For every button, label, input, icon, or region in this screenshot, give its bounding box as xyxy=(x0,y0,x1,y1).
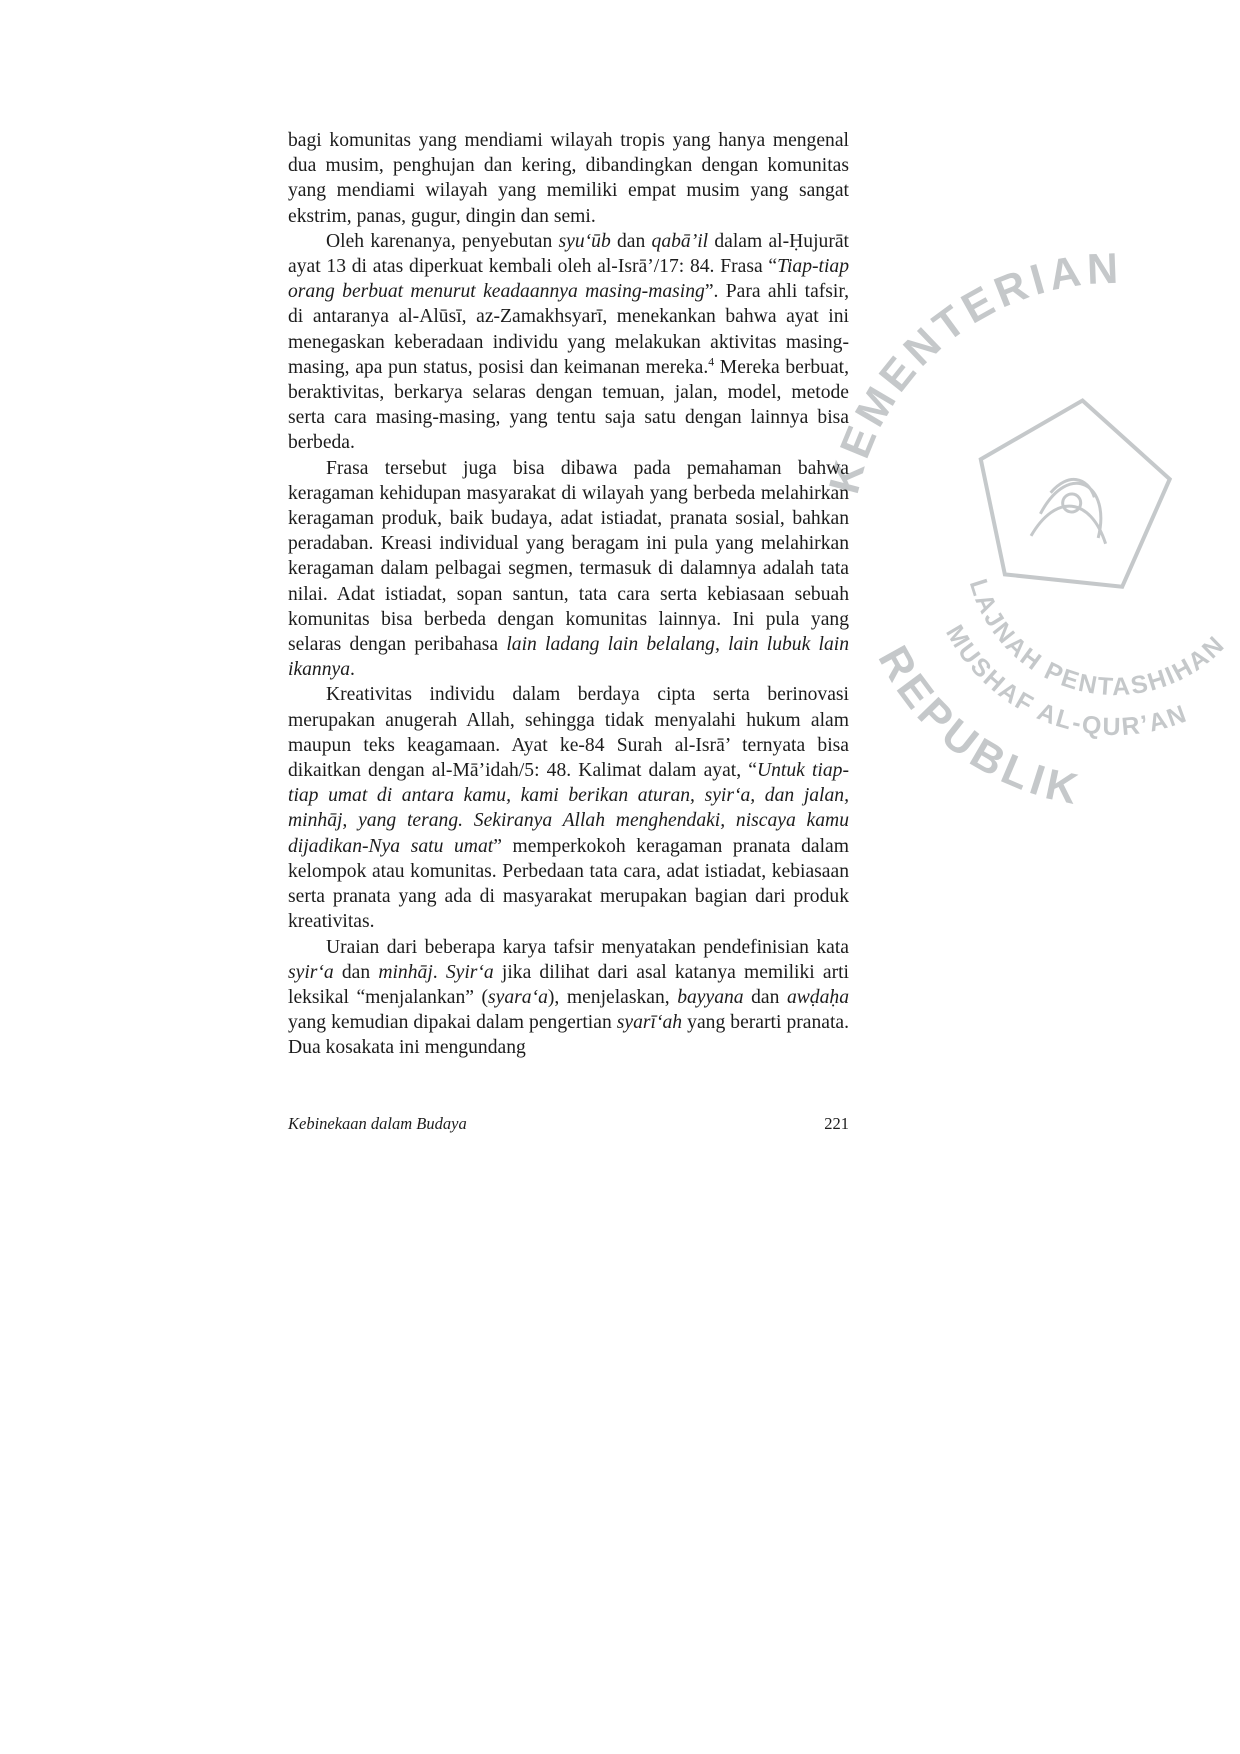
footnote-ref: 4 xyxy=(708,355,715,369)
italic-text-run: Syir‘a xyxy=(445,961,494,983)
page-number: 221 xyxy=(824,1114,849,1133)
paragraph xyxy=(288,128,849,229)
italic-text-run: lain ladang lain belalang, lain lubuk lain ikannya xyxy=(288,634,849,681)
watermark-seal xyxy=(810,245,1240,855)
italic-text-run: awḍaḥa xyxy=(786,986,849,1008)
italic-text-run: minhāj xyxy=(378,961,433,983)
text-run: yang berarti pranata. Dua kosakata ini mengundang xyxy=(288,1012,849,1059)
pentagon-outline xyxy=(969,391,1177,591)
text-run: Oleh karenanya, penyebutan xyxy=(326,230,559,252)
emblem-ornament-icon xyxy=(1031,475,1112,543)
watermark-text-group xyxy=(820,245,1230,815)
paragraph xyxy=(288,682,849,934)
text-run: ” memperkokoh keragaman pranata dalam kelompok atau komunitas. Perbedaan tata cara, adat istiadat, kebiasaan serta pranata yang ada di masyarakat merupakan bagian dari produk kreativitas. xyxy=(288,835,849,933)
watermark-emblem xyxy=(969,391,1177,591)
text-run: jika dilihat dari asal katanya memiliki arti leksikal “menjalankan” ( xyxy=(288,961,849,1008)
text-run: . xyxy=(432,961,446,983)
text-run: ”. Para ahli tafsir, di antaranya al-Alūsī, az-Zamakhsyarī, menekankan bahwa ayat ini menegaskan keberadaan individu yang melakukan aktivitas masing-masing, apa pun status, posisi dan keimanan mereka. xyxy=(288,281,849,378)
italic-text-run: syu‘ūb xyxy=(558,230,611,252)
running-title: Kebinekaan dalam Budaya xyxy=(288,1114,467,1133)
watermark-ring-bottom-text: REPUBLIK xyxy=(868,638,1087,815)
svg-text:KEMENTERIAN xyxy=(820,245,1124,498)
paragraph xyxy=(288,456,849,683)
text-run: dalam al-Ḥujurāt ayat 13 di atas diperkuat kembali oleh al-Isrā’/17: 84. Frasa “ xyxy=(288,230,849,278)
italic-text-run: syarī‘ah xyxy=(616,1012,683,1034)
text-run: . xyxy=(350,659,355,681)
text-run: ), menjelaskan, xyxy=(547,986,678,1008)
italic-text-run: syara‘a xyxy=(488,986,548,1008)
watermark-inner-top-text: LAJNAH PENTASHIHAN xyxy=(963,575,1231,702)
text-run: bagi komunitas yang mendiami wilayah tropis yang hanya mengenal dua musim, penghujan dan kering, dibandingkan dengan komunitas yang mendiami wilayah yang memiliki empat musim yang sangat ekstrim, panas, gugur, dingin dan semi. xyxy=(288,130,849,227)
text-run: yang kemudian dipakai dalam pengertian xyxy=(288,1012,617,1034)
italic-text-run: Untuk tiap-tiap umat di antara kamu, kami berikan aturan, syir‘a, dan jalan, minhāj, yang terang. Sekiranya Allah menghendaki, niscaya kamu dijadikan-Nya satu umat xyxy=(288,760,849,857)
watermark-inner-bottom-text: MUSHAF AL-QUR’AN xyxy=(940,620,1192,742)
text-run: Mereka berbuat, beraktivitas, berkarya selaras dengan temuan, jalan, model, metode serta cara masing-masing, yang tentu saja satu dengan lainnya bisa berbeda. xyxy=(288,356,849,454)
text-run: Kreativitas individu dalam berdaya cipta serta berinovasi merupakan anugerah Allah, sehingga tidak menyalahi hukum alam maupun teks keagamaan. Ayat ke-84 Surah al-Isrā’ ternyata bisa dikaitkan dengan al-Mā’idah/5: 48. Kalimat dalam ayat, “ xyxy=(288,684,849,782)
text-run: Uraian dari beberapa karya tafsir menyatakan pendefinisian kata xyxy=(326,936,849,958)
text-run: dan xyxy=(610,230,652,252)
italic-text-run: qabā’il xyxy=(651,230,709,252)
text-run: Frasa tersebut juga bisa dibawa pada pemahaman bahwa keragaman kehidupan masyarakat di wilayah yang berbeda melahirkan keragaman produk, baik budaya, adat istiadat, pranata sosial, bahkan peradaban. Kreasi individual yang beragam ini pula yang melahirkan keragaman dalam pelbagai segmen, termasuk di dalamnya adalah tata nilai. Adat istiadat, sopan santun, tata cara serta kebiasaan sebuah komunitas bisa berbeda dengan komunitas lainnya. Ini pula yang selaras dengan peribahasa xyxy=(288,457,849,656)
italic-text-run: syir‘a xyxy=(288,961,334,983)
italic-text-run: Tiap-tiap orang berbuat menurut keadaannya masing-masing xyxy=(288,256,849,303)
paragraph xyxy=(288,935,849,1061)
text-run: dan xyxy=(743,986,787,1008)
page-footer xyxy=(288,1114,849,1134)
body-text xyxy=(288,128,849,1061)
svg-text:LAJNAH PENTASHIHAN xyxy=(964,576,1231,702)
svg-text:REPUBLIK xyxy=(869,638,1087,815)
svg-text:MUSHAF AL-QUR’AN xyxy=(940,620,1191,741)
paragraph xyxy=(288,229,849,456)
watermark-ring-top-text: KEMENTERIAN xyxy=(820,245,1124,499)
text-run: dan xyxy=(333,961,379,983)
italic-text-run: bayyana xyxy=(677,986,744,1008)
